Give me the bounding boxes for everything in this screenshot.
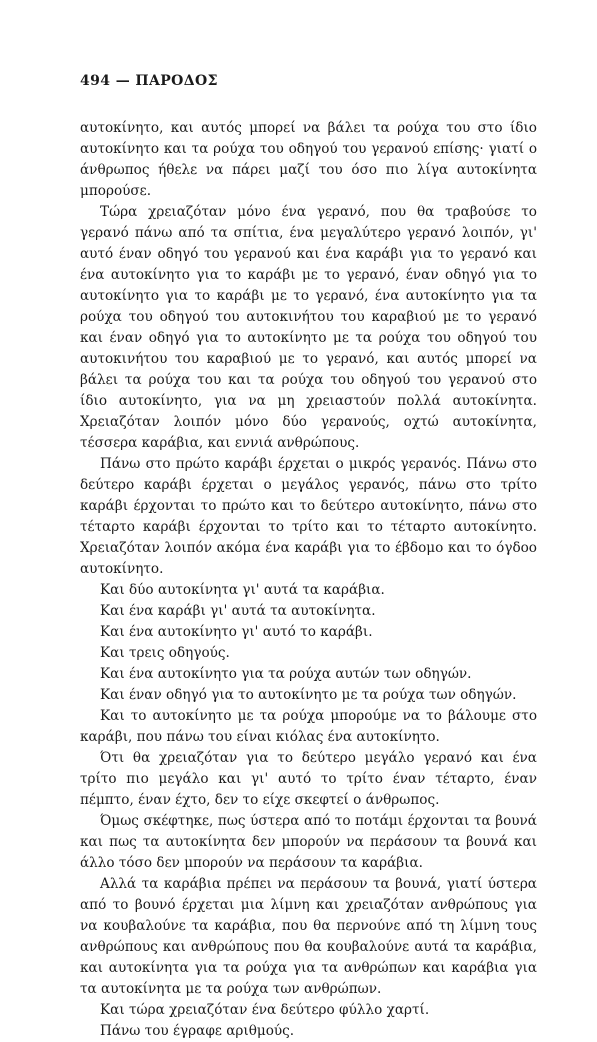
paragraph: Αλλά τα καράβια πρέπει να περάσουν τα βουνά, γιατί ύστερα από το βουνό έρχεται μια λίμνη και χρειαζόταν ανθρώπους για να κουβαλούνε τα καράβια, που θα περνούνε από τη λίμνη τους ανθρώπους και ανθρώπους που θα κουβαλούνε αυτά τα καράβια, και αυτοκίνητα για τα ρούχα για τα ανθρώπων και καράβια για τα αυτοκίνητα με τα ρούχα των ανθρώπων. [80,876,537,997]
paragraph: Πάνω στο πρώτο καράβι έρχεται ο μικρός γερανός. Πάνω στο δεύτερο καράβι έρχεται ο μεγάλος γερανός, πάνω στο τρίτο καράβι έρχονται το πρώτο και το δεύτερο αυτοκίνητο, πάνω στο τέταρτο καράβι έρχονται το τρίτο και το τέταρτο αυτοκίνητο. Χρειαζόταν λοιπόν ακόμα ένα καράβι για το έβδομο και το όγδοο αυτοκίνητο. [80,456,537,577]
paragraph: Και το αυτοκίνητο με τα ρούχα μπορούμε να το βάλουμε στο καράβι, που πάνω του είναι κιόλας ένα αυτοκίνητο. [80,708,537,745]
paragraph: Και τώρα χρειαζόταν ένα δεύτερο φύλλο χαρτί. [100,1002,430,1018]
paragraph: Και ένα αυτοκίνητο για τα ρούχα αυτών των οδηγών. [100,666,472,682]
paragraph: Ότι θα χρειαζόταν για το δεύτερο μεγάλο γερανό και ένα τρίτο πιο μεγάλο και γι' αυτό το τρίτο έναν τέταρτο, έναν πέμπτο, έναν έχτο, δεν το είχε σκεφτεί ο άνθρωπος. [80,750,537,808]
paragraph: αυτοκίνητο, και αυτός μπορεί να βάλει τα ρούχα του στο ίδιο αυτοκίνητο και τα ρούχα του οδηγού του γερανού επίσης· γιατί ο άνθρωπος ήθελε να πάρει μαζί του όσο πιο λίγα αυτοκίνητα μπορούσε. [80,120,537,199]
paragraph: Τώρα χρειαζόταν μόνο ένα γερανό, που θα τραβούσε το γερανό πάνω από τα σπίτια, ένα μεγαλύτερο γερανό λοιπόν, γι' αυτό έναν οδηγό του γερανού και ένα καράβι για το γερανό και ένα αυτοκίνητο για το καράβι με το γερανό, έναν οδηγό για το αυτοκίνητο για το καράβι με το γερανό, ένα αυτοκίνητο για τα ρούχα του οδηγού του αυτοκινήτου του καραβιού με το γερανό και έναν οδηγό για το αυτοκίνητο με τα ρούχα του οδηγού του αυτοκινήτου του καραβιού με το γερανό, και αυτός μπορεί να βάλει τα ρούχα του και τα ρούχα του οδηγού του γερανού στο ίδιο αυτοκίνητο, για να μη χρειαστούν πολλά αυτοκίνητα. Χρειαζόταν λοιπόν μόνο δύο γερανούς, οχτώ αυτοκίνητα, τέσσερα καράβια, και εννιά ανθρώπους. [80,204,537,451]
paragraph: Και ένα αυτοκίνητο γι' αυτό το καράβι. [100,624,373,640]
running-header: 494 — ΠΑΡΟΔΟΣ [80,73,218,89]
page-body [80,118,537,1042]
paragraph: Και δύο αυτοκίνητα γι' αυτά τα καράβια. [100,582,385,598]
paragraph: Και έναν οδηγό για το αυτοκίνητο με τα ρούχα των οδηγών. [100,687,517,703]
paragraph: Και τρεις οδηγούς. [100,645,230,661]
paragraph: Και ένα καράβι γι' αυτά τα αυτοκίνητα. [100,603,376,619]
paragraph: Όμως σκέφτηκε, πως ύστερα από το ποτάμι έρχονται τα βουνά και πως τα αυτοκίνητα δεν μπορούν να περάσουν τα βουνά και άλλο τόσο δεν μπορούν να περάσουν τα καράβια. [80,813,537,871]
paragraph: Πάνω του έγραφε αριθμούς. [100,1023,295,1039]
